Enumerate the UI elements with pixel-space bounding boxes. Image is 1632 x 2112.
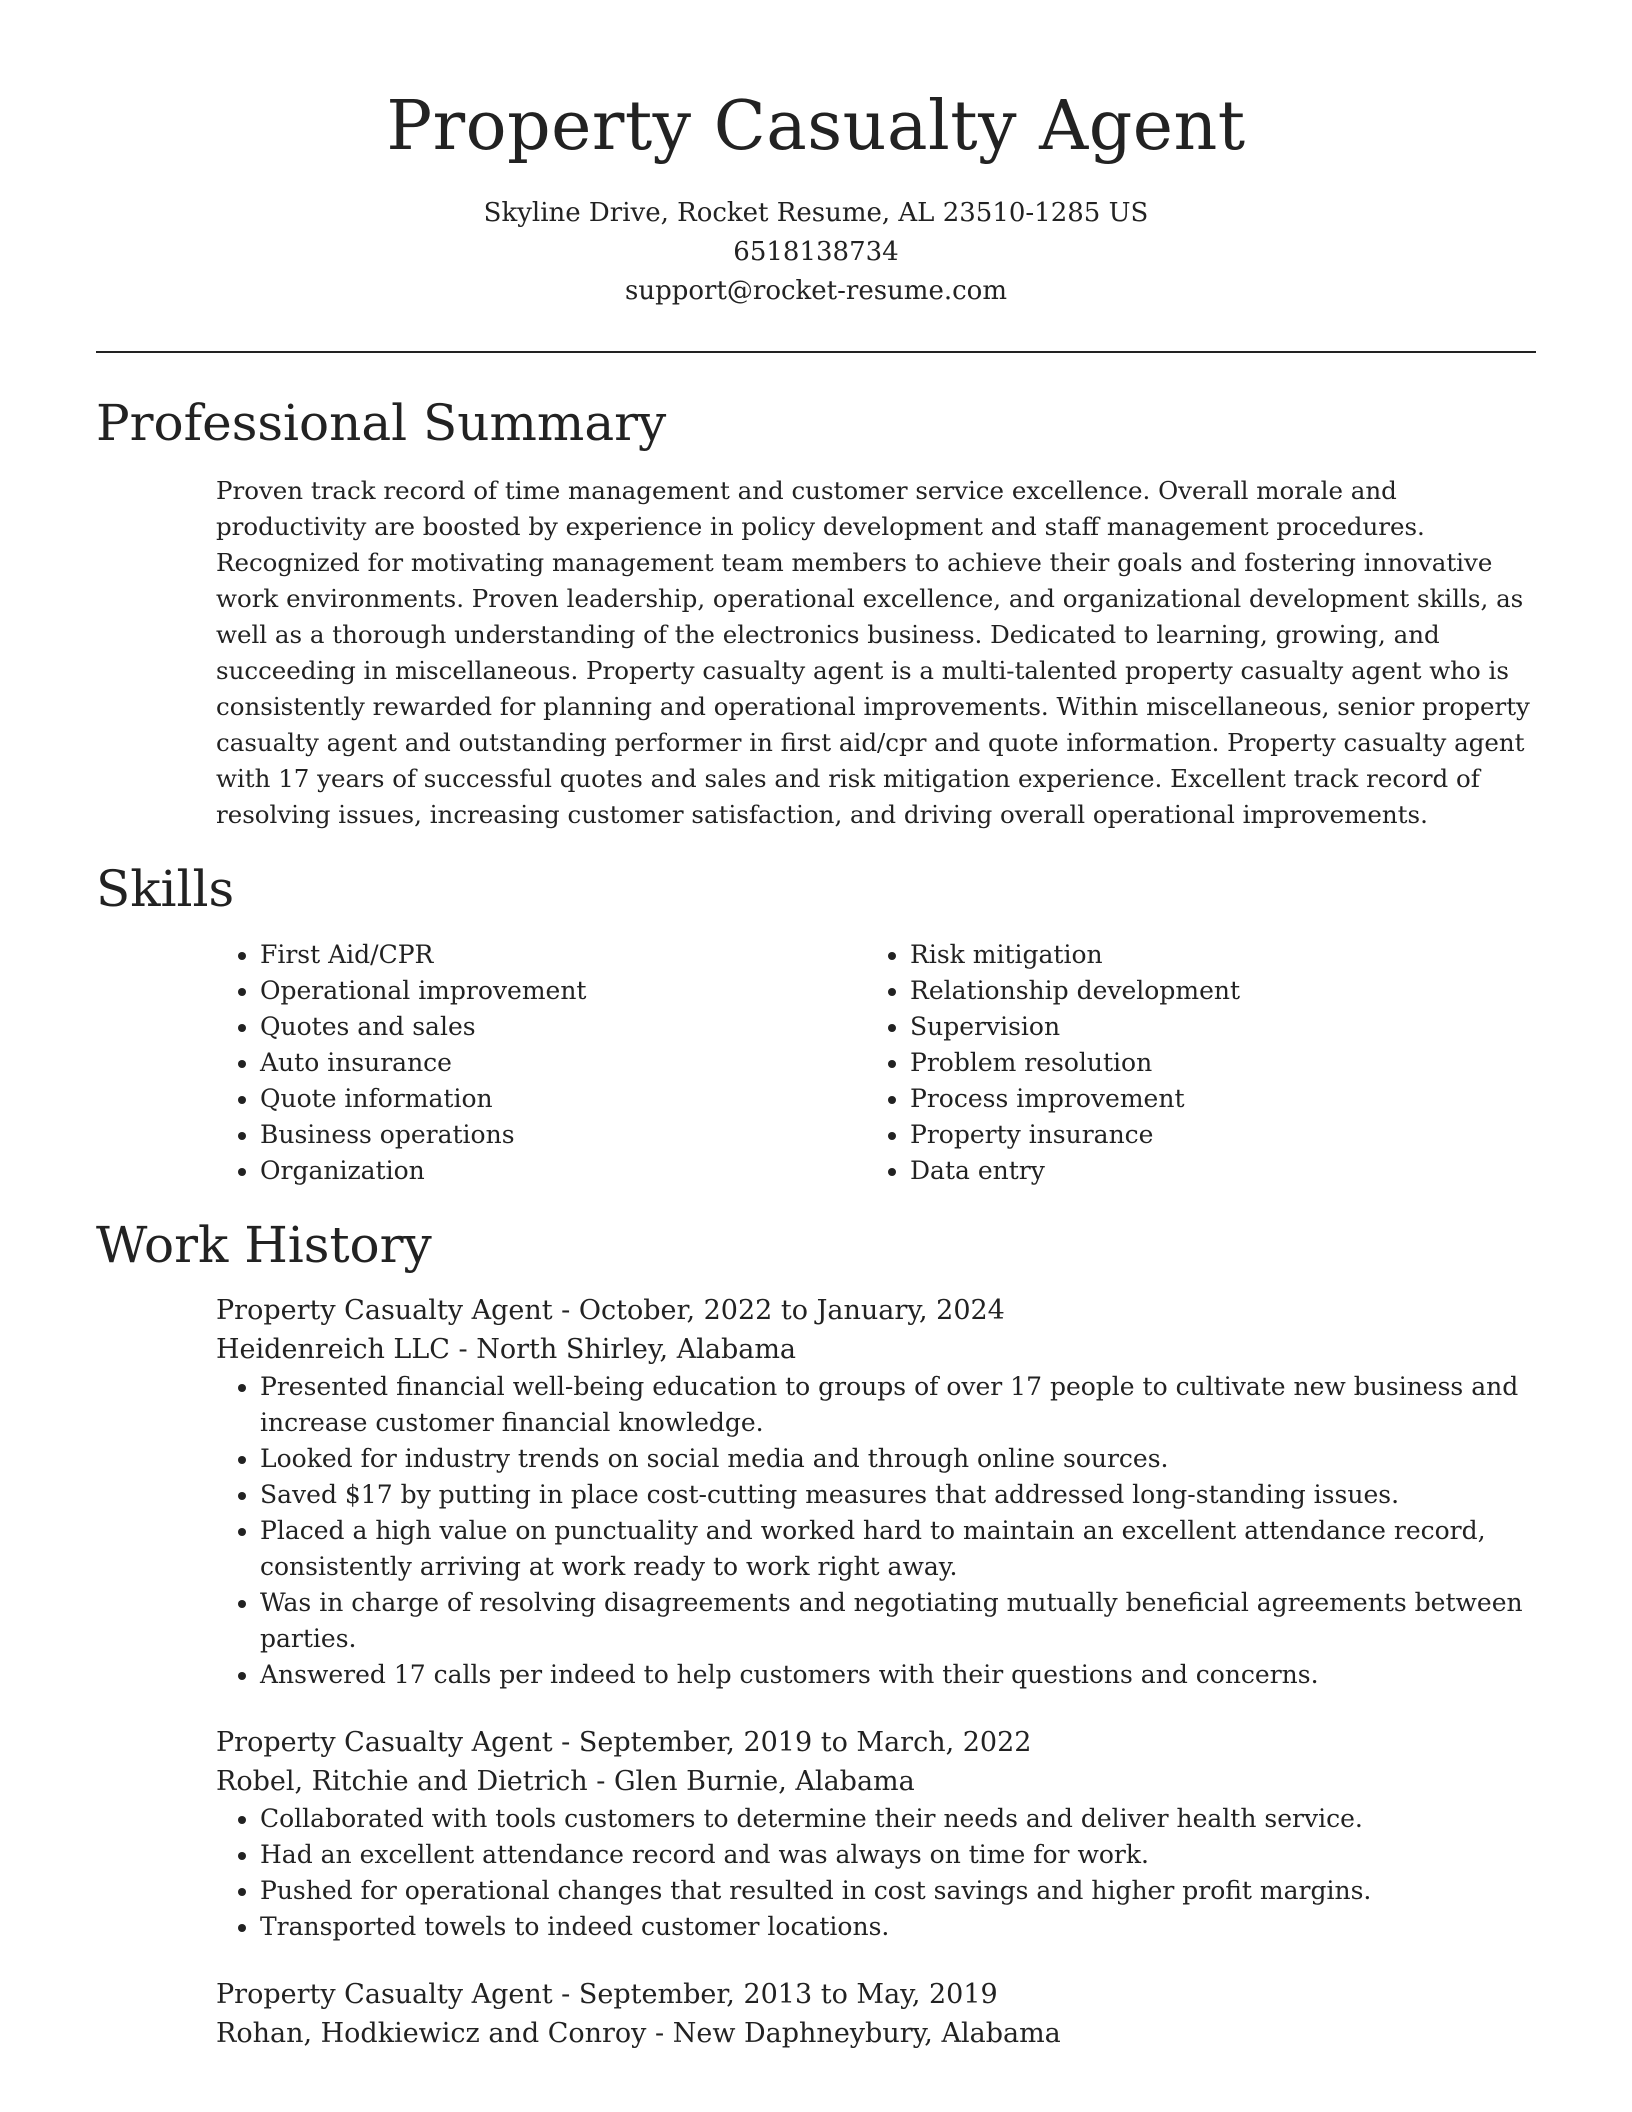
job-entry <box>216 1291 1536 1693</box>
job-title-dates: Property Casualty Agent - October, 2022 to January, 2024 <box>216 1295 1005 1326</box>
skills-list-right <box>866 937 1516 1189</box>
job-entry <box>216 1975 1536 2053</box>
section-title-work-history: Work History <box>96 1216 432 1274</box>
job-company-location: Robel, Ritchie and Dietrich - Glen Burnie, Alabama <box>216 1766 915 1797</box>
candidate-name: Property Casualty Agent <box>386 87 1246 166</box>
job-duty: • Answered 17 calls per indeed to help customers with their questions and concerns. <box>260 1657 1536 1693</box>
skill-item: • Business operations <box>260 1117 866 1153</box>
skill-item: • Relationship development <box>910 973 1516 1009</box>
job-title-dates: Property Casualty Agent - September, 2013 to May, 2019 <box>216 1979 998 2010</box>
header-divider <box>96 351 1536 353</box>
skill-item: • Quote information <box>260 1081 866 1117</box>
job-entry <box>216 1723 1536 1945</box>
job-duties-list <box>216 1369 1536 1693</box>
skill-item: • Quotes and sales <box>260 1009 866 1045</box>
job-duty: • Looked for industry trends on social media and through online sources. <box>260 1441 1536 1477</box>
job-duty: • Presented financial well-being education to groups of over 17 people to cultivate new business and increase customer financial knowledge. <box>260 1369 1536 1441</box>
job-duties-list <box>216 1801 1536 1945</box>
skill-item: • Data entry <box>910 1153 1516 1189</box>
section-title-summary: Professional Summary <box>96 394 667 452</box>
skills-grid <box>216 937 1536 1189</box>
skill-item: • Auto insurance <box>260 1045 866 1081</box>
job-company-location: Rohan, Hodkiewicz and Conroy - New Daphneybury, Alabama <box>216 2018 1061 2049</box>
summary-text: Proven track record of time management and customer service excellence. Overall morale and productivity are boosted by experience in policy development and staff management procedures. Recognized for motivating management team members to achieve their goals and fostering innovative work environments. Proven leadership, operational excellence, and organizational development skills, as well as a thorough understanding of the electronics business. Dedicated to learning, growing, and succeeding in miscellaneous. Property casualty agent is a multi-talented property casualty agent who is consistently rewarded for planning and operational improvements. Within miscellaneous, senior property casualty agent and outstanding performer in first aid/cpr and quote information. Property casualty agent with 17 years of successful quotes and sales and risk mitigation experience. Excellent track record of resolving issues, increasing customer satisfaction, and driving overall operational improvements. <box>216 476 1530 829</box>
job-duty: • Collaborated with tools customers to determine their needs and deliver health service. <box>260 1801 1536 1837</box>
skill-item: • Operational improvement <box>260 973 866 1009</box>
contact-email: support@rocket-resume.com <box>624 276 1007 306</box>
job-duty: • Was in charge of resolving disagreements and negotiating mutually beneficial agreements between parties. <box>260 1585 1536 1657</box>
job-duty: • Pushed for operational changes that resulted in cost savings and higher profit margins. <box>260 1873 1536 1909</box>
job-company-location: Heidenreich LLC - North Shirley, Alabama <box>216 1334 797 1365</box>
skill-item: • Problem resolution <box>910 1045 1516 1081</box>
skill-item: • Organization <box>260 1153 866 1189</box>
job-duty: • Transported towels to indeed customer locations. <box>260 1909 1536 1945</box>
contact-address: Skyline Drive, Rocket Resume, AL 23510-1285 US <box>483 198 1149 228</box>
skill-item: • Supervision <box>910 1009 1516 1045</box>
skill-item: • Property insurance <box>910 1117 1516 1153</box>
job-duty: • Saved $17 by putting in place cost-cutting measures that addressed long-standing issues. <box>260 1477 1536 1513</box>
skill-item: • Risk mitigation <box>910 937 1516 973</box>
job-duty: • Placed a high value on punctuality and worked hard to maintain an excellent attendance record, consistently arriving at work ready to work right away. <box>260 1513 1536 1585</box>
contact-info <box>96 194 1536 311</box>
skills-list-left <box>216 937 866 1189</box>
skill-item: • First Aid/CPR <box>260 937 866 973</box>
resume-page <box>96 0 1536 2053</box>
job-title-dates: Property Casualty Agent - September, 2019 to March, 2022 <box>216 1727 1032 1758</box>
skill-item: • Process improvement <box>910 1081 1516 1117</box>
job-duty: • Had an excellent attendance record and was always on time for work. <box>260 1837 1536 1873</box>
section-title-skills: Skills <box>96 860 235 918</box>
resume-header <box>96 0 1536 311</box>
contact-phone: 6518138734 <box>733 237 899 267</box>
